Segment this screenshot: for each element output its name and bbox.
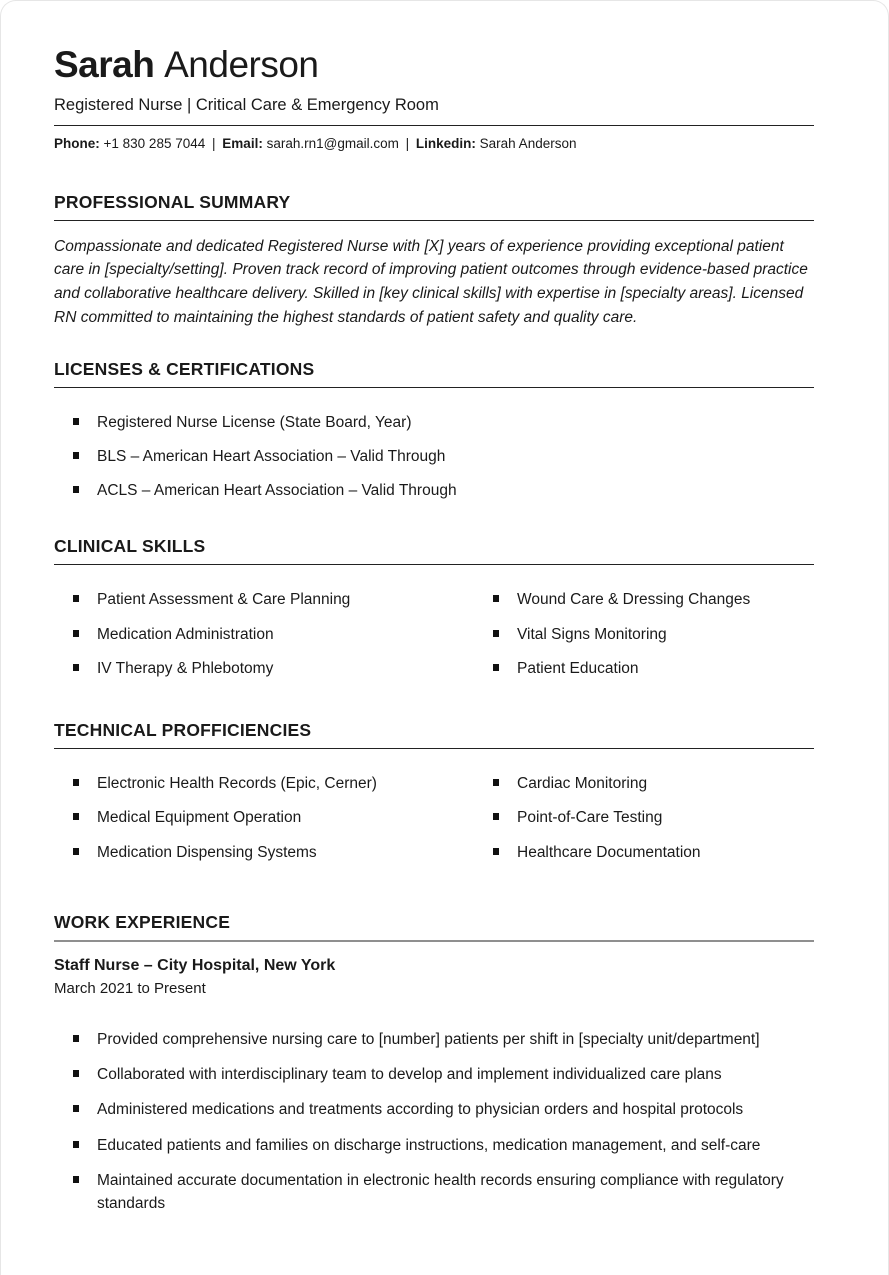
list-item-text: Collaborated with interdisciplinary team to develop and implement individualized care plans (97, 1066, 722, 1083)
bullet-square-icon (73, 595, 79, 602)
list-item (54, 841, 474, 864)
bullet-square-icon (73, 848, 79, 855)
bullet-square-icon (493, 848, 499, 855)
list-item-text: BLS – American Heart Association – Valid Through (97, 447, 446, 465)
summary-paragraph: Compassionate and dedicated Registered Nurse with [X] years of experience providing exceptional patient care in [specialty/setting]. Proven track record of improving patient outcomes through evidence-based practice and collaborative healthcare delivery. Skilled in [key clinical skills] with expertise in [specialty areas]. Licensed RN committed to maintaining the highest standards of patient safety and quality care. (54, 237, 808, 326)
contact-line (54, 126, 814, 151)
bullet-square-icon (73, 452, 79, 459)
list-item (474, 806, 814, 829)
section-title-technical: TECHNICAL PROFFICIENCIES (54, 720, 814, 749)
list-item (474, 588, 814, 611)
list-item-text: ACLS – American Heart Association – Valid Through (97, 482, 457, 499)
bullet-square-icon (73, 1105, 79, 1112)
bullet-square-icon (493, 813, 499, 820)
first-name: Sarah (54, 44, 155, 85)
bullet-square-icon (73, 486, 79, 493)
bullet-square-icon (73, 418, 79, 425)
resume-header (54, 45, 814, 151)
list-item-text: Medication Administration (97, 625, 274, 643)
list-item (54, 806, 474, 829)
bullet-square-icon (73, 1070, 79, 1077)
list-item-text: Patient Education (517, 659, 639, 677)
list-item-text: IV Therapy & Phlebotomy (97, 659, 274, 677)
bullet-square-icon (73, 813, 79, 820)
clinical-skills-right-column (474, 588, 814, 680)
list-item (54, 588, 474, 611)
licenses-list (54, 411, 814, 503)
bullet-square-icon (493, 664, 499, 671)
section-title-work-experience: WORK EXPERIENCE (54, 912, 814, 942)
last-name: Anderson (164, 44, 319, 85)
list-item-text: Point-of-Care Testing (517, 809, 663, 827)
phone-label: Phone: (54, 135, 100, 151)
list-item-text: Medical Equipment Operation (97, 809, 302, 827)
contact-separator: | (405, 135, 410, 151)
clinical-skills-left-column (54, 588, 474, 680)
list-item-text: Educated patients and families on discharge instructions, medication management, and self-care (97, 1136, 761, 1154)
candidate-title: Registered Nurse | Critical Care & Emergency Room (54, 96, 814, 126)
email-value: sarah.rn1@gmail.com (266, 135, 399, 151)
section-technical-profficiencies (54, 720, 814, 864)
list-item (54, 772, 474, 795)
bullet-square-icon (73, 1035, 79, 1042)
list-item (54, 1028, 814, 1051)
candidate-name (54, 45, 814, 86)
section-clinical-skills (54, 536, 814, 680)
section-work-experience (54, 912, 814, 1216)
technical-left-column (54, 772, 474, 864)
list-item-text: Maintained accurate documentation in electronic health records ensuring compliance with regulatory standards (97, 1171, 784, 1212)
list-item (54, 411, 814, 434)
bullet-square-icon (493, 630, 499, 637)
bullet-square-icon (73, 1176, 79, 1183)
linkedin-label: Linkedin: (415, 135, 476, 151)
list-item (474, 841, 814, 864)
list-item (54, 1063, 814, 1086)
clinical-skills-columns (54, 565, 814, 680)
bullet-square-icon (493, 595, 499, 602)
contact-separator: | (212, 135, 216, 151)
bullet-square-icon (73, 664, 79, 671)
section-professional-summary (54, 192, 814, 330)
list-item (474, 657, 814, 680)
section-title-licenses: LICENSES & CERTIFICATIONS (54, 359, 814, 388)
section-licenses-certifications (54, 359, 814, 503)
list-item-text: Medication Dispensing Systems (97, 843, 317, 861)
bullet-square-icon (73, 630, 79, 637)
job-title: Staff Nurse – City Hospital, New York (54, 956, 336, 974)
job-entry (54, 957, 814, 1216)
list-item-text: Wound Care & Dressing Changes (517, 591, 751, 609)
list-item-text: Cardiac Monitoring (517, 775, 648, 792)
job-dates: March 2021 to Present (54, 979, 206, 997)
technical-columns (54, 749, 814, 864)
bullet-square-icon (73, 779, 79, 786)
email-label: Email: (222, 135, 263, 151)
linkedin-value: Sarah Anderson (479, 135, 577, 151)
list-item (54, 657, 474, 680)
list-item (474, 772, 814, 795)
list-item-text: Electronic Health Records (Epic, Cerner) (97, 775, 377, 792)
list-item (54, 1098, 814, 1121)
list-item (54, 479, 814, 502)
list-item-text: Administered medications and treatments according to physician orders and hospital protocols (97, 1101, 744, 1119)
section-title-clinical-skills: CLINICAL SKILLS (54, 536, 814, 565)
job-bullets-list (54, 1028, 814, 1216)
list-item-text: Vital Signs Monitoring (517, 625, 667, 643)
list-item-text: Patient Assessment & Care Planning (97, 591, 351, 609)
list-item (474, 623, 814, 646)
list-item (54, 1169, 814, 1216)
list-item-text: Registered Nurse License (State Board, Year) (97, 413, 412, 431)
list-item-text: Healthcare Documentation (517, 843, 701, 861)
phone-value: +1 830 285 7044 (103, 135, 206, 151)
list-item (54, 445, 814, 468)
bullet-square-icon (73, 1141, 79, 1148)
bullet-square-icon (493, 779, 499, 786)
section-title-professional-summary: PROFESSIONAL SUMMARY (54, 192, 814, 221)
list-item (54, 623, 474, 646)
list-item (54, 1134, 814, 1157)
technical-right-column (474, 772, 814, 864)
list-item-text: Provided comprehensive nursing care to [number] patients per shift in [specialty unit/department] (97, 1030, 760, 1048)
